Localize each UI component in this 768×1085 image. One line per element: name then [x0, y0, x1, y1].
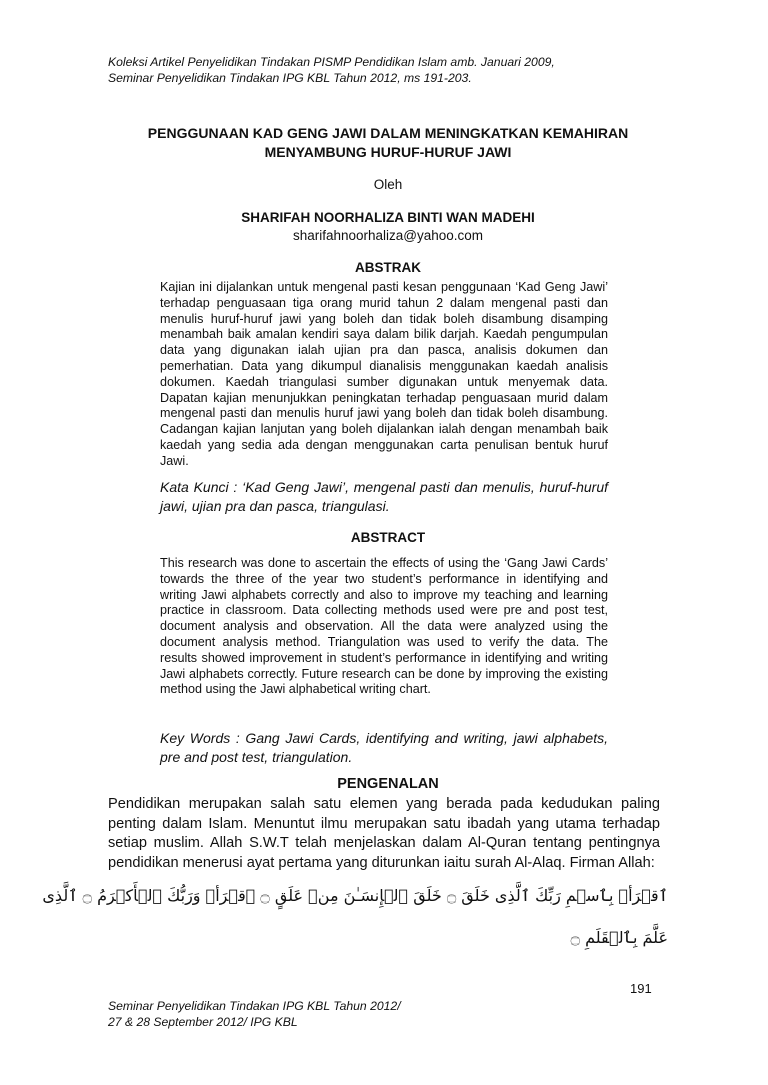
quran-verse-line-1: ٱقۡرَأۡ بِٱسۡمِ رَبِّكَ ٱلَّذِى خَلَقَ ۝ خَلَقَ ٱلۡإِنسَـٰنَ مِنۡ عَلَقٍ ۝ ٱقۡرَأۡ وَرَبُّكَ ٱلۡأَكۡرَمُ ۝ ٱلَّذِى	[42, 886, 668, 905]
abstrak-body: Kajian ini dijalankan untuk mengenal pasti kesan penggunaan ‘Kad Geng Jawi’ terhadap penguasaan tiga orang murid tahun 2 dalam mengenal pasti dan menulis huruf-huruf jawi yang boleh dan tidak boleh disambung disamping menambah baik amalan kendiri saya dalam bilik darjah. Kaedah pengumpulan data yang digunakan ialah ujian pra dan pasca, analisis dokumen dan pemerhatian. Data yang dikumpul dianalisis menggunakan kaedah analisis dokumen. Kaedah triangulasi sumber digunakan untuk menyemak data. Dapatan kajian menunjukkan peningkatan terhadap penguasaan murid dalam mengenal pasti dan menulis huruf jawi yang boleh dan tidak boleh disambung. Cadangan kajian lanjutan yang boleh dijalankan ialah dengan menambah baik kaedah yang sedia ada dengan menggunakan carta penulisan bentuk huruf Jawi.	[160, 280, 608, 468]
author-name: SHARIFAH NOORHALIZA BINTI WAN MADEHI	[241, 210, 535, 225]
oleh-label: Oleh	[373, 177, 403, 192]
header-line-1: Koleksi Artikel Penyelidikan Tindakan PISMP Pendidikan Islam amb. Januari 2009,	[108, 55, 555, 69]
quran-verse-line-2: عَلَّمَ بِٱلۡقَلَمِ ۝	[570, 928, 668, 947]
footer-line-1: Seminar Penyelidikan Tindakan IPG KBL Tahun 2012/	[108, 999, 401, 1013]
abstract-body: This research was done to ascertain the effects of using the ‘Gang Jawi Cards’ towards the three of the year two student’s performance in identifying and writing Jawi alphabets correctly and also to improve my teaching and learning practice in classroom. Data collecting methods used were pre and post test, document analysis and observation. All the data were analyzed using the document analysis method. Triangulation was used to verify the data. The results showed improvement in student’s performance in identifying and writing Jawi alphabets correctly. Future research can be done by improving the existing method using the Jawi alphabetical writing chart.	[160, 556, 608, 697]
title-line-2: MENYAMBUNG HURUF-HURUF JAWI	[264, 144, 512, 160]
title-line-1: PENGGUNAAN KAD GENG JAWI DALAM MENINGKATKAN KEMAHIRAN	[147, 125, 629, 141]
footer-line-2: 27 & 28 September 2012/ IPG KBL	[108, 1015, 298, 1029]
abstract-heading: ABSTRACT	[350, 530, 426, 545]
page-number: 191	[630, 981, 652, 996]
paper-title	[108, 124, 668, 162]
key-words: Key Words : Gang Jawi Cards, identifying and writing, jawi alphabets, pre and post test, triangulation.	[160, 730, 608, 765]
pengenalan-body: Pendidikan merupakan salah satu elemen yang berada pada kedudukan paling penting dalam Islam. Menuntut ilmu merupakan satu ibadah yang utama terhadap setiap muslim. Allah S.W.T telah menjelaskan dalam Al-Quran tentang pentingnya pendidikan menerusi ayat pertama yang diturunkan iaitu surah Al-Alaq. Firman Allah:	[108, 796, 660, 871]
abstrak-heading: ABSTRAK	[355, 260, 421, 275]
header-line-2: Seminar Penyelidikan Tindakan IPG KBL Tahun 2012, ms 191-203.	[108, 71, 472, 85]
pengenalan-heading: PENGENALAN	[337, 776, 439, 792]
running-header	[108, 54, 668, 86]
author-email: sharifahnoorhaliza@yahoo.com	[292, 228, 484, 243]
running-footer	[108, 998, 668, 1030]
kata-kunci: Kata Kunci : ‘Kad Geng Jawi’, mengenal pasti dan menulis, huruf-huruf jawi, ujian pra dan pasca, triangulasi.	[160, 479, 608, 514]
